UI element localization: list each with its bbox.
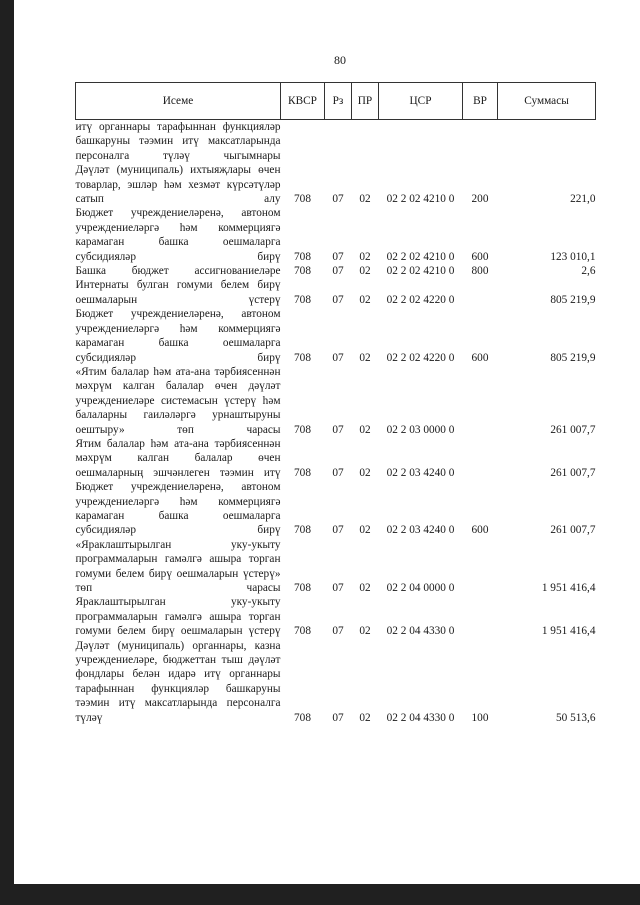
row-pr: 02 bbox=[359, 293, 371, 306]
row-kvsr: 708 bbox=[294, 524, 311, 537]
row-pr: 02 bbox=[359, 265, 371, 278]
row-rz: 07 bbox=[332, 250, 344, 263]
row-sum: 123 010,1 bbox=[550, 250, 596, 263]
row-rz: 07 bbox=[332, 582, 344, 594]
row-sum bbox=[498, 120, 596, 164]
row-pr: 02 bbox=[359, 625, 371, 638]
row-rz: 07 bbox=[332, 293, 344, 306]
table-row bbox=[76, 595, 596, 638]
row-name-text: Яраклаштырылган уку-укыту программаларын гамәлгә ашыра торган гомуми белем бирү оешмаларын үстерү bbox=[75, 596, 281, 638]
row-csr: 02 2 03 4240 0 bbox=[386, 524, 455, 537]
row-name bbox=[76, 307, 281, 365]
header-vr: ВР bbox=[463, 83, 498, 120]
row-sum: 261 007,7 bbox=[550, 524, 596, 537]
table-header-row bbox=[76, 83, 596, 120]
row-csr: 02 2 02 4220 0 bbox=[386, 351, 455, 364]
row-vr bbox=[463, 365, 498, 437]
row-rz: 07 bbox=[332, 625, 344, 638]
row-name-text: Бюджет учреждениеләренә, автоном учреждениеләргә һәм коммерциягә карамаган башка оешмаларга субсидияләр бирү bbox=[75, 308, 281, 364]
header-name: Исеме bbox=[76, 83, 281, 120]
page-number: 80 bbox=[334, 53, 346, 67]
row-sum: 50 513,6 bbox=[555, 711, 596, 724]
table-row bbox=[76, 307, 596, 365]
row-name-text: Дәүләт (муниципаль) органнары, казна учреждениеләре, бюджеттан тыш дәүләт фондлары белән идарә итү органнары тарафыннан функцияләр башкаруны тәэмин итү максатларында персоналга түләү bbox=[75, 639, 281, 724]
header-kvsr: КВСР bbox=[281, 83, 325, 120]
row-kvsr: 708 bbox=[294, 711, 311, 724]
row-name bbox=[76, 206, 281, 264]
row-rz: 07 bbox=[332, 193, 344, 206]
row-sum: 1 951 416,4 bbox=[541, 625, 596, 638]
row-pr: 02 bbox=[359, 250, 371, 263]
row-name-text: Бюджет учреждениеләренә, автоном учреждениеләргә һәм коммерциягә карамаган башка оешмаларга субсидияләр бирү bbox=[75, 481, 281, 537]
row-pr: 02 bbox=[359, 193, 371, 206]
budget-table bbox=[75, 82, 596, 725]
row-vr bbox=[463, 278, 498, 307]
row-name bbox=[76, 163, 281, 206]
row-vr: 200 bbox=[471, 193, 489, 206]
row-rz: 07 bbox=[332, 265, 344, 278]
table-row bbox=[76, 365, 596, 437]
table-row bbox=[76, 437, 596, 480]
row-csr: 02 2 03 4240 0 bbox=[386, 466, 455, 479]
row-kvsr: 708 bbox=[294, 625, 311, 638]
row-vr bbox=[463, 595, 498, 638]
row-name bbox=[76, 595, 281, 638]
header-sum: Суммасы bbox=[498, 83, 596, 120]
row-sum: 261 007,7 bbox=[550, 466, 596, 479]
header-pr: ПР bbox=[352, 83, 379, 120]
row-rz: 07 bbox=[332, 466, 344, 479]
table-row bbox=[76, 264, 596, 278]
row-csr bbox=[379, 120, 463, 164]
row-kvsr: 708 bbox=[294, 423, 311, 436]
row-rz: 07 bbox=[332, 351, 344, 364]
row-kvsr: 708 bbox=[294, 582, 311, 594]
row-kvsr: 708 bbox=[294, 293, 311, 306]
row-kvsr: 708 bbox=[294, 265, 311, 278]
row-rz: 07 bbox=[332, 423, 344, 436]
row-pr bbox=[352, 120, 379, 164]
row-vr bbox=[463, 120, 498, 164]
row-vr bbox=[463, 437, 498, 480]
row-name bbox=[76, 264, 281, 278]
table-row bbox=[76, 538, 596, 596]
row-sum: 805 219,9 bbox=[550, 351, 596, 364]
row-name-text: итү органнары тарафыннан функцияләр башкаруны тәэмин итү максатларында персоналга түләү чыгымнары bbox=[75, 121, 281, 162]
row-name-text: Бюджет учреждениеләренә, автоном учреждениеләргә һәм коммерциягә карамаган башка оешмаларга субсидияләр бирү bbox=[75, 207, 281, 263]
row-csr: 02 2 02 4210 0 bbox=[386, 250, 455, 263]
row-sum: 221,0 bbox=[570, 193, 596, 206]
row-rz bbox=[325, 120, 352, 164]
row-kvsr: 708 bbox=[294, 250, 311, 263]
row-pr: 02 bbox=[359, 423, 371, 436]
row-pr: 02 bbox=[359, 524, 371, 537]
row-sum: 805 219,9 bbox=[550, 293, 596, 306]
row-csr: 02 2 03 0000 0 bbox=[386, 423, 455, 436]
row-name-text: «Яраклаштырылган уку-укыту программаларын гамәлгә ашыра торган гомуми белем бирү оешмаларын үстерү» төп чарасы bbox=[75, 538, 281, 594]
row-kvsr: 708 bbox=[294, 193, 311, 206]
row-name bbox=[76, 437, 281, 480]
row-csr: 02 2 02 4210 0 bbox=[386, 193, 455, 206]
table-row bbox=[76, 120, 596, 164]
row-pr: 02 bbox=[359, 466, 371, 479]
row-csr: 02 2 04 0000 0 bbox=[386, 582, 455, 594]
row-name bbox=[76, 480, 281, 538]
row-name-text: «Ятим балалар һәм ата-ана тәрбиясеннән мәхрүм калган балалар өчен дәүләт учреждениеләре системасын үстерү һәм балаларны гаиләләргә урнаштыруны оештыру» төп чарасы bbox=[75, 365, 281, 436]
scan-left-edge bbox=[0, 0, 14, 905]
row-vr: 600 bbox=[471, 250, 489, 263]
row-rz: 07 bbox=[332, 711, 344, 724]
row-name bbox=[76, 365, 281, 437]
row-vr: 800 bbox=[471, 265, 489, 278]
row-name bbox=[76, 278, 281, 307]
row-vr: 100 bbox=[471, 711, 489, 724]
row-csr: 02 2 04 4330 0 bbox=[386, 625, 455, 638]
table-row bbox=[76, 163, 596, 206]
row-name-text: Башка бюджет ассигнованиеләре bbox=[75, 265, 281, 278]
row-pr: 02 bbox=[359, 711, 371, 724]
row-sum: 1 951 416,4 bbox=[541, 582, 596, 594]
row-name bbox=[76, 120, 281, 164]
row-vr: 600 bbox=[471, 351, 489, 364]
row-csr: 02 2 02 4210 0 bbox=[386, 265, 455, 278]
row-kvsr bbox=[281, 120, 325, 164]
row-name bbox=[76, 538, 281, 596]
row-csr: 02 2 04 4330 0 bbox=[386, 711, 455, 724]
row-pr: 02 bbox=[359, 582, 371, 594]
row-name-text: Дәүләт (муниципаль) ихтыяҗлары өчен товарлар, эшләр һәм хезмәт күрсәтүләр сатып алу bbox=[75, 164, 281, 206]
row-csr: 02 2 02 4220 0 bbox=[386, 293, 455, 306]
table-row bbox=[76, 206, 596, 264]
table-row bbox=[76, 278, 596, 307]
row-name-text: Интернаты булган гомуми белем бирү оешмаларын үстерү bbox=[75, 279, 281, 306]
row-sum: 2,6 bbox=[581, 265, 596, 278]
header-csr: ЦСР bbox=[379, 83, 463, 120]
row-sum: 261 007,7 bbox=[550, 423, 596, 436]
table-row bbox=[76, 480, 596, 538]
row-pr: 02 bbox=[359, 351, 371, 364]
row-name-text: Ятим балалар һәм ата-ана тәрбиясеннән мәхрүм калган балалар өчен оешмаларның эшчәнлеген тәэмин итү bbox=[75, 437, 281, 479]
row-name bbox=[76, 639, 281, 725]
row-kvsr: 708 bbox=[294, 351, 311, 364]
row-rz: 07 bbox=[332, 524, 344, 537]
scan-bottom-edge bbox=[0, 884, 640, 905]
row-vr: 600 bbox=[471, 524, 489, 537]
row-kvsr: 708 bbox=[294, 466, 311, 479]
header-rz: Рз bbox=[325, 83, 352, 120]
table-row bbox=[76, 639, 596, 725]
row-vr bbox=[463, 538, 498, 596]
